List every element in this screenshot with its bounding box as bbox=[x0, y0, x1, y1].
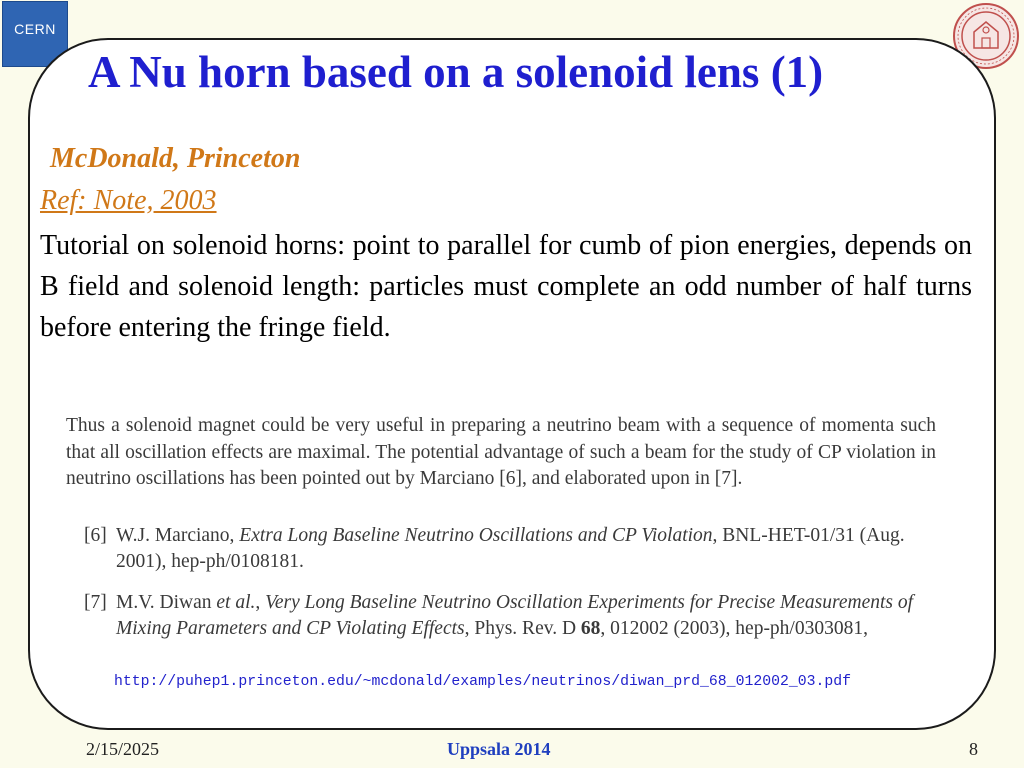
slide-title: A Nu horn based on a solenoid lens (1) bbox=[88, 47, 824, 97]
reference-etal: et al. bbox=[216, 592, 256, 613]
reference-number: [6] bbox=[84, 525, 107, 546]
reference-url-link[interactable]: http://puhep1.princeton.edu/~mcdonald/examples/neutrinos/diwan_prd_68_012002_03.pdf bbox=[114, 674, 852, 690]
reference-link[interactable]: Ref: Note, 2003 bbox=[40, 185, 217, 216]
reference-details: , BNL-HET-01/31 (Aug. 2001), hep-ph/0108181. bbox=[116, 525, 905, 572]
reference-item bbox=[84, 590, 936, 641]
reference-journal: , Phys. Rev. D bbox=[464, 617, 581, 639]
footer-date: 2/15/2025 bbox=[86, 739, 160, 759]
reference-details: , 012002 (2003), hep-ph/0303081, bbox=[600, 617, 868, 639]
footer-page-number: 8 bbox=[969, 739, 978, 759]
paper-excerpt bbox=[66, 413, 936, 690]
cern-logo-text: CERN bbox=[14, 21, 56, 37]
reference-authors: M.V. Diwan bbox=[116, 592, 217, 613]
author-name: McDonald, Princeton bbox=[50, 143, 301, 174]
footer-event-name: Uppsala 2014 bbox=[447, 739, 551, 759]
slide-body-text: Tutorial on solenoid horns: point to parallel for cumb of pion energies, depends on B field and solenoid length: particles must complete an odd number of half turns before entering the fringe field. bbox=[40, 230, 972, 343]
excerpt-paragraph: Thus a solenoid magnet could be very useful in preparing a neutrino beam with a sequence of momenta such that all oscillation effects are maximal. The potential advantage of such a beam for the study of CP violation in neutrino oscillations has been pointed out by Marciano [6], and elaborated upon in [7]. bbox=[66, 415, 936, 489]
reference-text bbox=[116, 523, 936, 574]
reference-authors: W.J. Marciano, bbox=[116, 525, 240, 546]
reference-item bbox=[84, 523, 936, 574]
reference-volume: 68 bbox=[580, 617, 601, 639]
reference-text bbox=[116, 590, 936, 641]
reference-number: [7] bbox=[84, 592, 107, 613]
reference-title: Very Long Baseline Neutrino Oscillation Experiments for Precise Measurements of Mixing Parameters and CP Violating Effects bbox=[116, 592, 914, 639]
reference-title: Extra Long Baseline Neutrino Oscillations and CP Violation bbox=[239, 525, 713, 546]
reference-separator: , bbox=[255, 592, 266, 613]
